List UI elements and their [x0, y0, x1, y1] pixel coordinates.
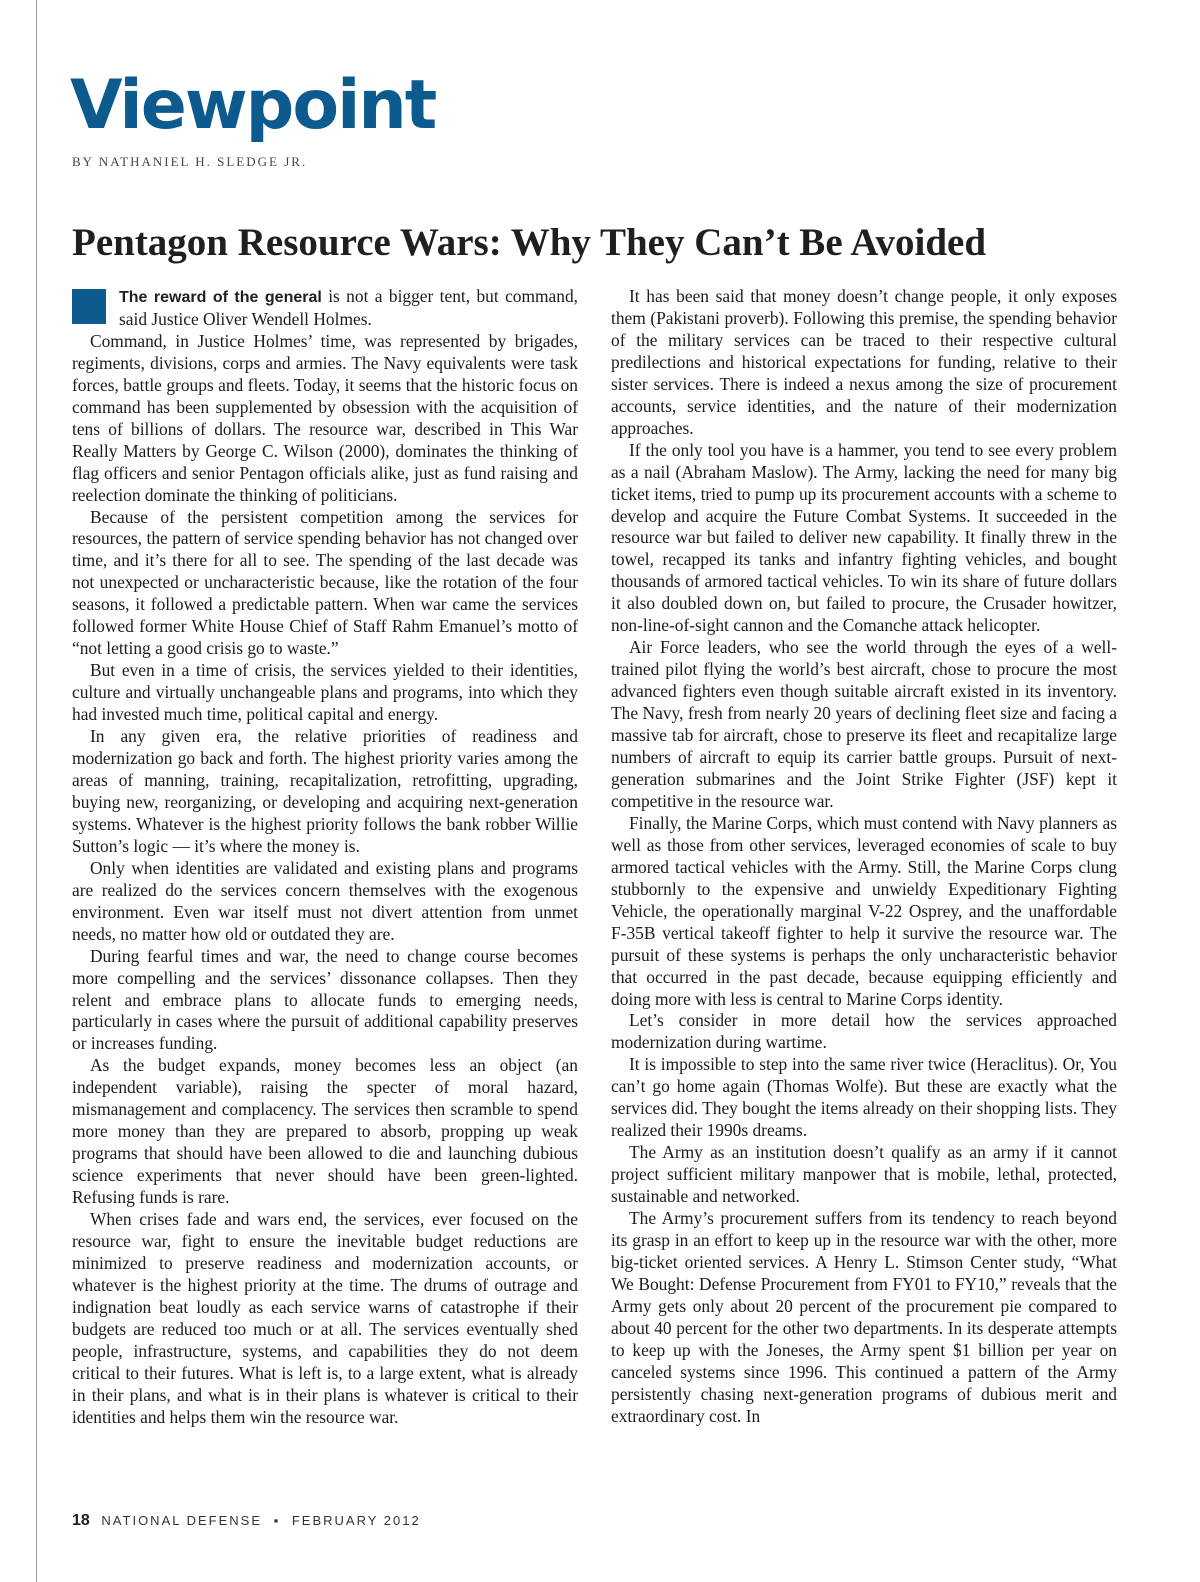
- paragraph: It is impossible to step into the same river twice (Heraclitus). Or, You can’t go home again (Thomas Wolfe). But these are exactly what the services did. They bought the items already on their shopping lists. They realized their 1990s dreams.: [611, 1054, 1117, 1141]
- column-left: [72, 286, 578, 1429]
- byline: BY NATHANIEL H. SLEDGE JR.: [72, 154, 308, 169]
- paragraph: Finally, the Marine Corps, which must contend with Navy planners as well as those from other services, leveraged economies of scale to buy armored tactical vehicles with the Army. Still, the Marine Corps clung stubbornly to the expensive and unwieldy Expeditionary Fighting Vehicle, the operationally marginal V-22 Osprey, and the unaffordable F-35B vertical takeoff fighter to help it survive the resource war. The pursuit of these systems is perhaps the only uncharacteristic behavior that occurred in the past decade, because equipping efficiently and doing more with less is central to Marine Corps identity.: [611, 812, 1117, 1009]
- lead-in: The reward of the general: [119, 289, 322, 306]
- page-number: 18: [72, 1512, 90, 1529]
- lead-text: is not a bigger tent, but command, said Justice Oliver Wendell Holmes.: [119, 286, 578, 329]
- paragraph: In any given era, the relative priorities of readiness and modernization go back and forth. The highest priority varies among the areas of manning, training, recapitalization, retrofitting, upgrading, buying new, reorganizing, or developing and acquiring next-generation systems. Whatever is the highest priority follows the bank robber Willie Sutton’s logic — it’s where the money is.: [72, 726, 578, 856]
- paragraph: Command, in Justice Holmes’ time, was represented by brigades, regiments, divisions, corps and armies. The Navy equivalents were task forces, battle groups and fleets. Today, it seems that the historic focus on command has been supplemented by obsession with the acquisition of tens of billions of dollars. The resource war, described in This War Really Matters by George C. Wilson (2000), dominates the thinking of flag officers and senior Pentagon officials alike, just as fund raising and reelection dominate the thinking of politicians.: [72, 330, 578, 505]
- paragraph: If the only tool you have is a hammer, you tend to see every problem as a nail (Abraham Maslow). The Army, lacking the need for many big ticket items, tried to pump up its procurement accounts with a scheme to develop and acquire the Future Combat Systems. It succeeded in the resource war but failed to deliver new capability. It finally threw in the towel, recapped its tanks and infantry fighting vehicles, and bought thousands of armored tactical vehicles. To win its share of future dollars it also doubled down on, but failed to procure, the Crusader howitzer, non-line-of-sight cannon and the Comanche attack helicopter.: [611, 439, 1117, 636]
- page-footer: [72, 1512, 421, 1530]
- drop-square-icon: [72, 289, 106, 324]
- section-title: Viewpoint: [70, 66, 436, 145]
- separator-icon: ▪: [273, 1513, 281, 1528]
- publication-name: NATIONAL DEFENSE: [101, 1513, 262, 1528]
- paragraph: Air Force leaders, who see the world through the eyes of a well-trained pilot flying the world’s best aircraft, chose to procure the most advanced fighters even though suitable aircraft existed in its inventory. The Navy, fresh from nearly 20 years of declining fleet size and facing a massive tab for aircraft, chose to preserve its fleet and recapitalize large numbers of aircraft to equip its carrier battle groups. Pursuit of next-generation submarines and the Joint Strike Fighter (JSF) kept it competitive in the resource war.: [611, 637, 1117, 811]
- paragraph: But even in a time of crisis, the services yielded to their identities, culture and virtually unchangeable plans and programs, into which they had invested much time, political capital and energy.: [72, 660, 578, 725]
- paragraph: As the budget expands, money becomes less an object (an independent variable), raising the specter of moral hazard, mismanagement and complacency. The services then scramble to spend more money than they are prepared to absorb, propping up weak programs that should have been allowed to die and launching dubious science experiments that never should have been green-lighted. Refusing funds is rare.: [72, 1055, 578, 1208]
- paragraph: During fearful times and war, the need to change course becomes more compelling and the services’ dissonance collapses. Then they relent and embrace plans to allocate funds to emerging needs, particularly in cases where the pursuit of additional capability preserves or increases funding.: [72, 945, 578, 1054]
- paragraph: The Army as an institution doesn’t qualify as an army if it cannot project sufficient military manpower that is mobile, lethal, protected, sustainable and networked.: [611, 1142, 1117, 1207]
- paragraph: Only when identities are validated and existing plans and programs are realized do the services concern themselves with the exogenous environment. Even war itself must not divert attention from unmet needs, no matter how old or outdated they are.: [72, 857, 578, 944]
- paragraph: It has been said that money doesn’t change people, it only exposes them (Pakistani proverb). Following this premise, the spending behavior of the military services can be traced to their respective cultural predilections and historical expectations for funding, relative to their sister services. There is indeed a nexus among the size of procurement accounts, service identities, and the nature of their modernization approaches.: [611, 286, 1117, 438]
- article-headline: Pentagon Resource Wars: Why They Can’t Be Avoided: [72, 221, 987, 264]
- margin-rule: [36, 0, 37, 1582]
- paragraph: When crises fade and wars end, the services, ever focused on the resource war, fight to ensure the inevitable budget reductions are minimized to preserve readiness and modernization accounts, or whatever is the highest priority at the time. The drums of outrage and indignation beat loudly as each service warns of catastrophe if their budgets are reduced too much or at all. The services eventually shed people, infrastructure, systems, and capabilities they do not deem critical to their futures. What is left is, to a large extent, what is already in their plans, and what is in their plans is whatever is critical to their identities and helps them win the resource war.: [72, 1209, 578, 1427]
- lead-paragraph: [72, 286, 578, 331]
- column-right: [611, 286, 1117, 1428]
- paragraph: Let’s consider in more detail how the services approached modernization during wartime.: [611, 1010, 1117, 1053]
- paragraph: The Army’s procurement suffers from its tendency to reach beyond its grasp in an effort to keep up in the resource war with the other, more big-ticket oriented services. A Henry L. Stimson Center study, “What We Bought: Defense Procurement from FY01 to FY10,” reveals that the Army gets only about 20 percent of the procurement pie compared to about 40 percent for the other two departments. In its desperate attempts to keep up with the Joneses, the Army spent $1 billion per year on canceled systems since 1996. This continued a pattern of the Army persistently chasing next-generation programs of dubious merit and extraordinary cost. In: [611, 1208, 1117, 1426]
- issue-date: FEBRUARY 2012: [291, 1513, 421, 1528]
- paragraph: Because of the persistent competition among the services for resources, the pattern of service spending behavior has not changed over time, and it’s there for all to see. The spending of the last decade was not unexpected or uncharacteristic because, like the rotation of the four seasons, it followed a predictable pattern. When war came the services followed former White House Chief of Staff Rahm Emanuel’s motto of “not letting a good crisis go to waste.”: [72, 506, 578, 659]
